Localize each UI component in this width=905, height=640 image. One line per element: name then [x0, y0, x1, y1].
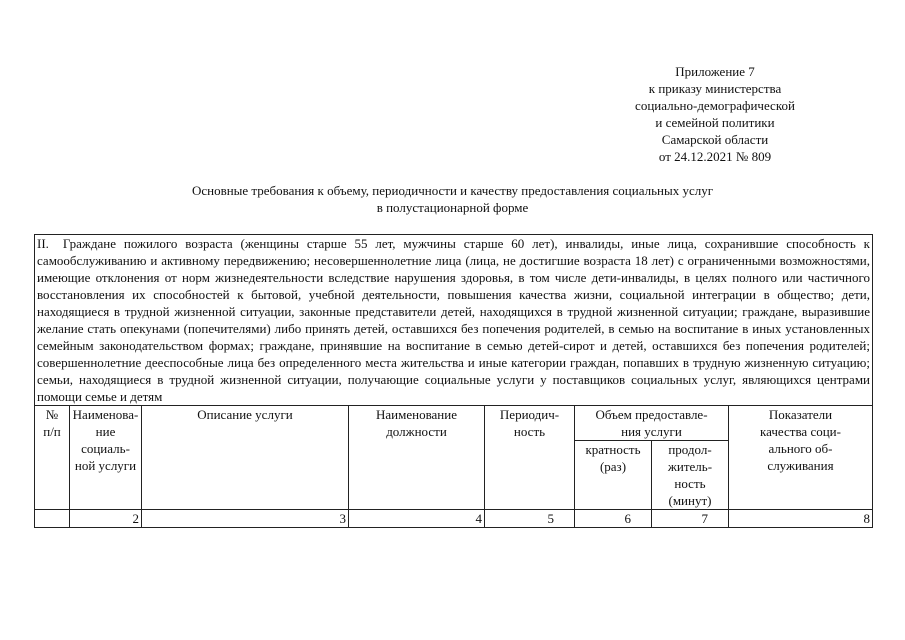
document-title: [120, 182, 785, 216]
header-position-line: должности: [386, 424, 447, 439]
column-number: 3: [142, 510, 349, 528]
column-number: 5: [485, 510, 575, 528]
header-service-name-line: Наименова-: [72, 407, 139, 422]
header-periodicity: [485, 406, 575, 510]
column-number: 2: [70, 510, 142, 528]
appendix-line: социально-демографической: [635, 98, 795, 113]
header-quality: [729, 406, 873, 510]
column-number: 4: [349, 510, 485, 528]
header-frequency-line: (раз): [599, 459, 627, 474]
header-periodicity-line: Периодич-: [499, 407, 560, 422]
header-duration-line: житель-: [667, 459, 713, 474]
header-quality-line: ального об-: [768, 441, 833, 456]
header-position: [349, 406, 485, 510]
services-table: [34, 234, 873, 528]
header-num-line: п/п: [43, 424, 61, 439]
header-duration-line: продол-: [668, 442, 712, 457]
column-number: 8: [729, 510, 873, 528]
column-number: 7: [652, 510, 729, 528]
header-position-line: Наименование: [376, 407, 457, 422]
appendix-line: Самарской области: [661, 132, 769, 147]
header-volume-line: ния услуги: [621, 424, 682, 439]
header-quality-line: качества соци-: [760, 424, 841, 439]
section-cell: [35, 235, 873, 406]
header-volume: [575, 406, 729, 441]
header-duration-line: (минут): [668, 493, 712, 508]
header-quality-line: Показатели: [768, 407, 833, 422]
column-numbers-row: [35, 510, 873, 528]
header-periodicity-line: ность: [513, 424, 546, 439]
header-duration: [652, 441, 729, 510]
appendix-header: [600, 63, 830, 165]
header-duration-line: ность: [674, 476, 706, 491]
header-volume-line: Объем предоставле-: [595, 407, 708, 422]
header-service-name: [70, 406, 142, 510]
section-number: II.: [37, 236, 49, 251]
header-num: [35, 406, 70, 510]
section-description: Граждане пожилого возраста (женщины старше 55 лет, мужчины старше 60 лет), инвалиды, иные лица, сохранившие способность к самообслуживанию и активному передвижению; несовершеннолетние лица (лица, не достигшие возраста 18 лет) с ограниченными возможностями, имеющие отклонения от норм жизнедеятельности вследствие нарушения здоровья, в том числе дети-инвалиды, в целях полного или частичного восстановления их способностей к бытовой, учебной деятельности, повышения качества жизни, социальной интеграции в общество; дети, находящиеся в трудной жизненной ситуации, законные представители детей, находящихся в трудной жизненной ситуации; граждане, выразившие желание стать опекунами (попечителями) либо принять детей, оставшихся без попечения родителей, в семью на воспитание в иных установленных семейным законодательством формах; граждане, принявшие на воспитание в семью детей-сирот и детей, оставшихся без попечения родителей; совершеннолетние дееспособные лица без определенного места жительства и иные категории граждан, попавших в трудную жизненную ситуацию; семьи, находящиеся в трудной жизненной ситуации, получающие социальные услуги у поставщиков социальных услуг, являющихся центрами помощи семье и детям: [37, 236, 870, 404]
header-service-name-line: ной услуги: [74, 458, 137, 473]
appendix-line: Приложение 7: [675, 64, 755, 79]
header-frequency-line: кратность: [585, 442, 641, 457]
appendix-line: от 24.12.2021 № 809: [658, 149, 772, 164]
header-frequency: [575, 441, 652, 510]
header-row-1: [35, 406, 873, 441]
column-number: [35, 510, 70, 528]
column-number: 6: [575, 510, 652, 528]
appendix-line: к приказу министерства: [648, 81, 782, 96]
appendix-line: и семейной политики: [655, 115, 775, 130]
header-service-name-line: ние социаль-: [81, 424, 130, 456]
title-line-2: в полустационарной форме: [376, 200, 529, 215]
header-description: [142, 406, 349, 510]
section-row: [35, 235, 873, 406]
header-num-line: №: [45, 407, 59, 422]
header-quality-line: служивания: [767, 458, 834, 473]
title-line-1: Основные требования к объему, периодичности и качеству предоставления социальных услуг: [191, 183, 714, 198]
header-description-line: Описание услуги: [197, 407, 293, 422]
